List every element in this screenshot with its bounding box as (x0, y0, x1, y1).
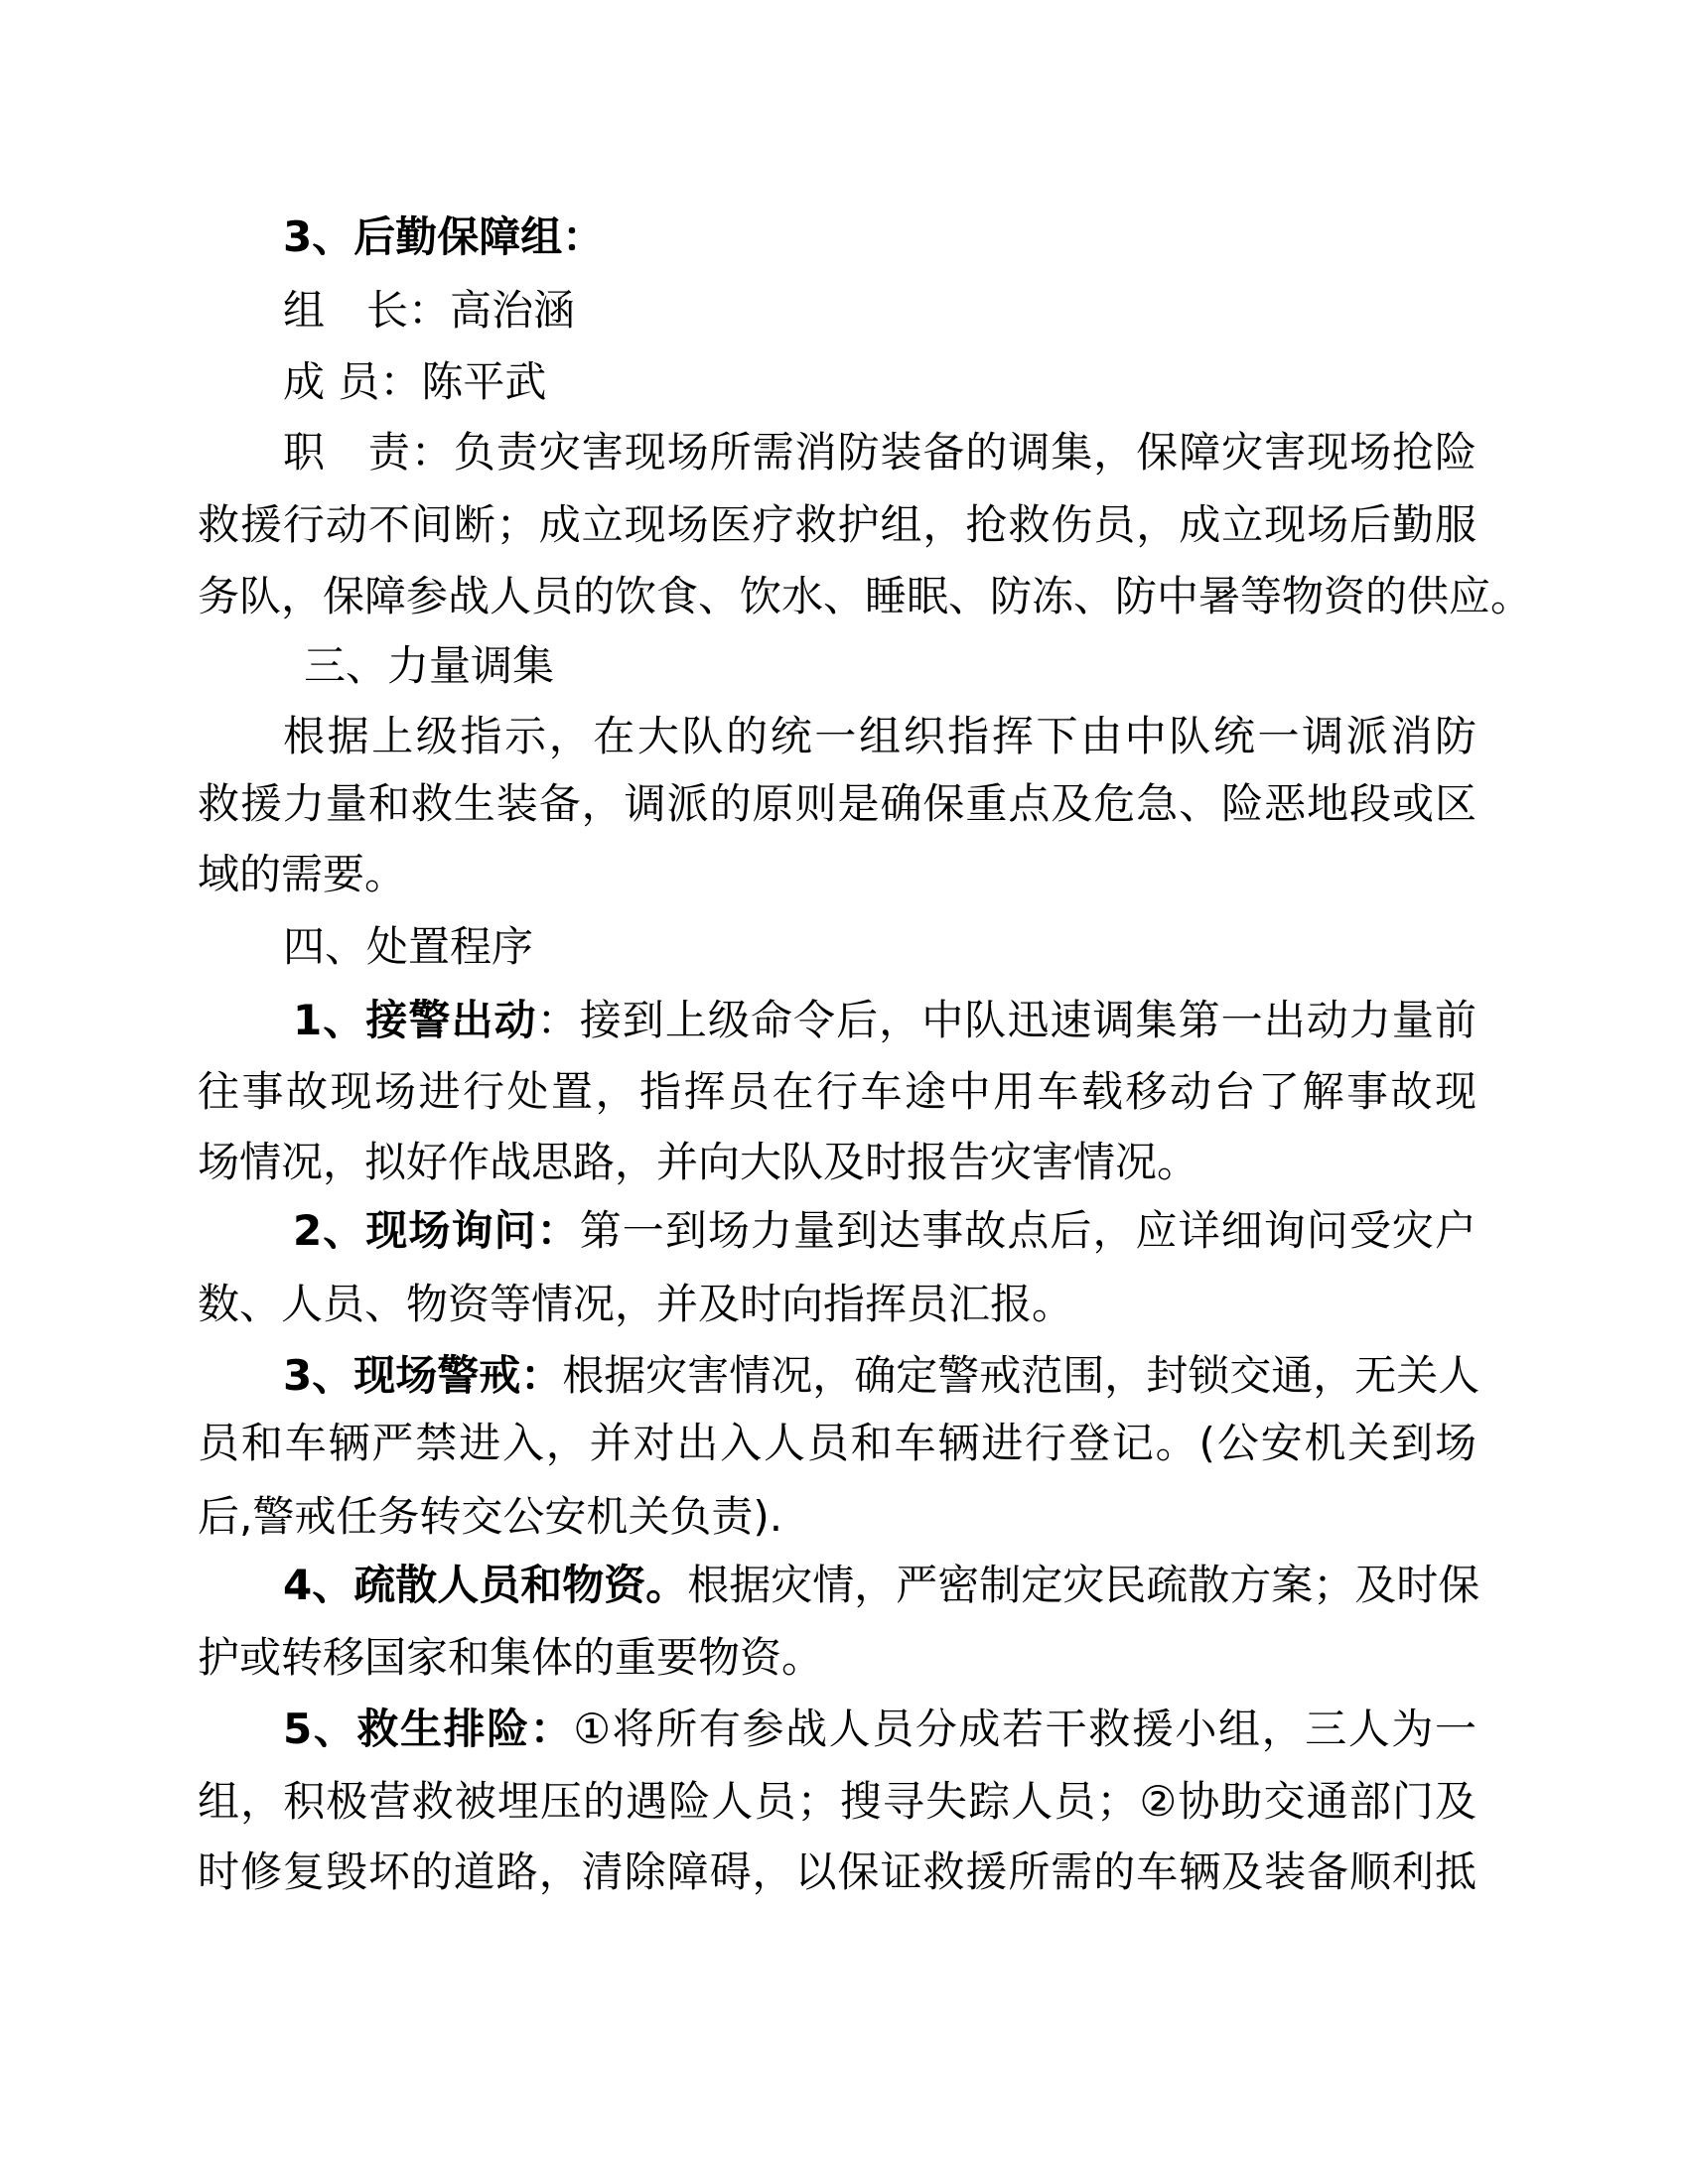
step-5-text: ①将所有参战人员分成若干救援小组，三人为一 (573, 1705, 1477, 1753)
step-2-line (293, 1195, 1477, 1267)
step-5-title: 5、救生排险： (283, 1705, 574, 1753)
step-3-text: 根据灾害情况，确定警戒范围，封锁交通，无关人 (562, 1351, 1480, 1400)
section-heading-procedure: 四、处置程序 (283, 922, 534, 971)
text-line: 后,警戒任务转交公安机关负责). (198, 1492, 783, 1541)
text-line: 救援行动不间断；成立现场医疗救护组，抢救伤员，成立现场后勤服 (198, 500, 1477, 549)
text-line: 往事故现场进行处置，指挥员在行车途中用车载移动台了解事故现 (198, 1067, 1477, 1116)
text-line: 时修复毁坏的道路，清除障碍，以保证救援所需的车辆及装备顺利抵 (198, 1847, 1477, 1896)
section-heading-logistics: 3、后勤保障组： (283, 212, 605, 261)
step-1-text: ：接到上级命令后，中队迅速调集第一出动力量前 (536, 996, 1477, 1044)
step-3-line (283, 1340, 1480, 1412)
step-3-title: 3、现场警戒： (283, 1351, 563, 1400)
duty-line: 职 责：负责灾害现场所需消防装备的调集，保障灾害现场抢险 (283, 428, 1477, 477)
text-line: 域的需要。 (198, 850, 407, 898)
step-4-title: 4、疏散人员和物资。 (283, 1561, 688, 1609)
step-1-line (293, 985, 1477, 1056)
text-line: 数、人员、物资等情况，并及时向指挥员汇报。 (198, 1280, 1074, 1328)
text-line: 务队，保障参战人员的饮食、饮水、睡眠、防冻、防中暑等物资的供应。 (198, 572, 1533, 620)
text-line: 救援力量和救生装备，调派的原则是确保重点及危急、险恶地段或区 (198, 779, 1477, 828)
text-line: 护或转移国家和集体的重要物资。 (198, 1633, 824, 1682)
section-heading-force-dispatch: 三、力量调集 (304, 641, 555, 690)
group-leader-line: 组 长：高治涵 (283, 286, 576, 335)
text-line: 员和车辆严禁进入，并对出入人员和车辆进行登记。(公安机关到场 (198, 1419, 1477, 1467)
text-line: 场情况，拟好作战思路，并向大队及时报告灾害情况。 (198, 1138, 1199, 1186)
step-1-title: 1、接警出动 (293, 996, 537, 1044)
step-2-text: 第一到场力量到达事故点后，应详细询问受灾户 (579, 1206, 1477, 1255)
step-4-line (283, 1550, 1480, 1621)
step-2-title: 2、现场询问： (293, 1206, 580, 1255)
step-4-text: 根据灾情，严密制定灾民疏散方案；及时保 (687, 1561, 1480, 1609)
text-line: 根据上级指示，在大队的统一组织指挥下由中队统一调派消防 (283, 712, 1477, 760)
step-5-line (283, 1694, 1477, 1765)
group-members-line: 成 员：陈平武 (283, 357, 547, 406)
text-line: 组，积极营救被埋压的遇险人员；搜寻失踪人员；②协助交通部门及 (198, 1777, 1477, 1826)
